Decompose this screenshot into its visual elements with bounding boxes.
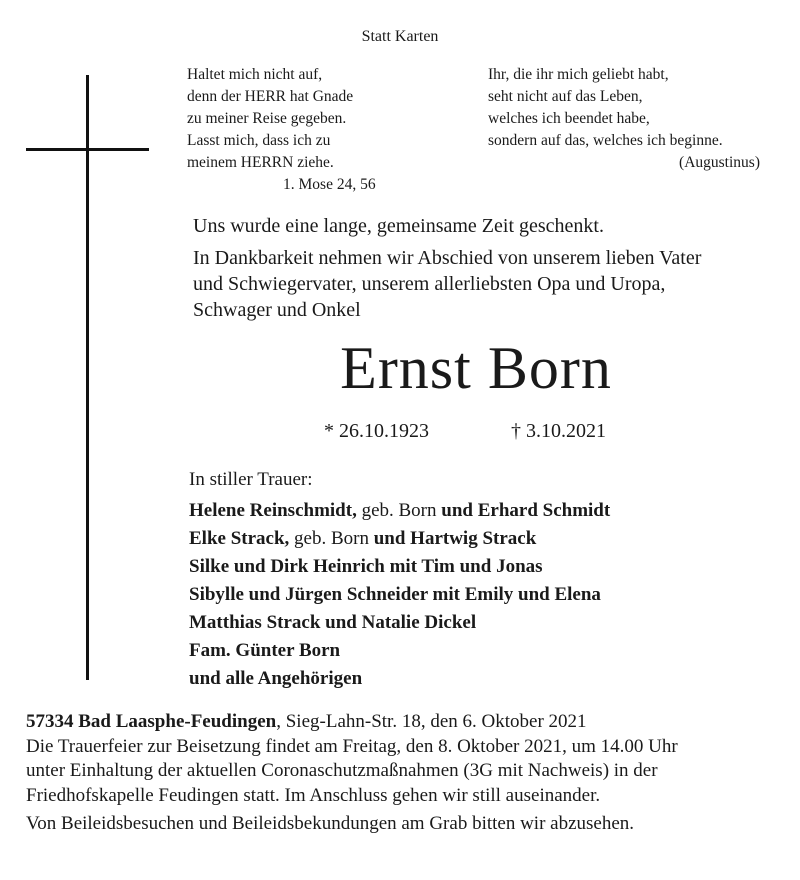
place: 57334 Bad Laasphe-Feudingen [26, 711, 277, 732]
mourner-maiden: geb. Born [356, 500, 442, 521]
death-date: † 3.10.2021 [511, 420, 606, 442]
verse-right-line: Ihr, die ihr mich geliebt habt, [488, 66, 669, 83]
mourner-line: Silke und Dirk Heinrich mit Tim und Jonas [189, 556, 543, 577]
birth-date: * 26.10.1923 [324, 420, 429, 442]
verse-right-line: welches ich beendet habe, [488, 110, 650, 127]
verse-left-line: Lasst mich, dass ich zu [187, 132, 331, 149]
address-date: , Sieg-Lahn-Str. 18, den 6. Oktober 2021 [276, 711, 587, 732]
mourner-partner: und Hartwig Strack [373, 528, 537, 549]
mourner-name: Helene Reinschmidt, [189, 500, 357, 521]
funeral-info-line: Friedhofskapelle Feudingen statt. Im Anschluss gehen wir still auseinander. [26, 784, 601, 806]
mourners-list [189, 466, 610, 693]
verse-left-line: Haltet mich nicht auf, [187, 66, 323, 83]
mourner-line: und alle Angehörigen [189, 668, 363, 689]
verse-right [488, 64, 760, 174]
mourner-name: Elke Strack, [189, 528, 290, 549]
verse-right-attribution: (Augustinus) [679, 154, 760, 171]
place-date-line [26, 710, 678, 735]
intro-line: In Dankbarkeit nehmen wir Abschied von unserem lieben Vater [193, 247, 702, 269]
deceased-name: Ernst Born [340, 335, 612, 401]
footer-notice [26, 710, 678, 837]
intro-line: Schwager und Onkel [193, 299, 361, 321]
mourner-line: Fam. Günter Born [189, 640, 341, 661]
mourner-line [189, 525, 610, 553]
verse-right-line: sondern auf das, welches ich beginne. [488, 132, 723, 149]
intro-line: Uns wurde eine lange, gemeinsame Zeit geschenkt. [193, 215, 604, 237]
header-statt-karten: Statt Karten [361, 28, 439, 45]
verse-left-reference: 1. Mose 24, 56 [283, 176, 376, 193]
mourner-maiden: geb. Born [289, 528, 374, 549]
mourner-partner: und Erhard Schmidt [441, 500, 611, 521]
cross-icon-horizontal-bar [26, 148, 149, 151]
verse-left-line: zu meiner Reise gegeben. [187, 110, 347, 127]
funeral-info-line: unter Einhaltung der aktuellen Coronaschutzmaßnahmen (3G mit Nachweis) in der [26, 760, 658, 781]
verse-right-line: seht nicht auf das Leben, [488, 88, 643, 105]
verse-left-line: meinem HERRN ziehe. [187, 154, 334, 171]
intro-line: und Schwiegervater, unserem allerliebsten Opa und Uropa, [193, 273, 666, 295]
mourner-line: Sibylle und Jürgen Schneider mit Emily und Elena [189, 584, 601, 605]
mourner-line [189, 497, 610, 525]
condolence-note: Von Beileidsbesuchen und Beileidsbekundungen am Grab bitten wir abzusehen. [26, 813, 635, 834]
verse-left [187, 64, 376, 196]
verse-left-line: denn der HERR hat Gnade [187, 88, 354, 105]
funeral-info-line: Die Trauerfeier zur Beisetzung findet am Freitag, den 8. Oktober 2021, um 14.00 Uhr [26, 735, 678, 757]
mourners-intro: In stiller Trauer: [189, 469, 313, 490]
mourner-line: Matthias Strack und Natalie Dickel [189, 612, 477, 633]
intro-text [193, 213, 701, 323]
